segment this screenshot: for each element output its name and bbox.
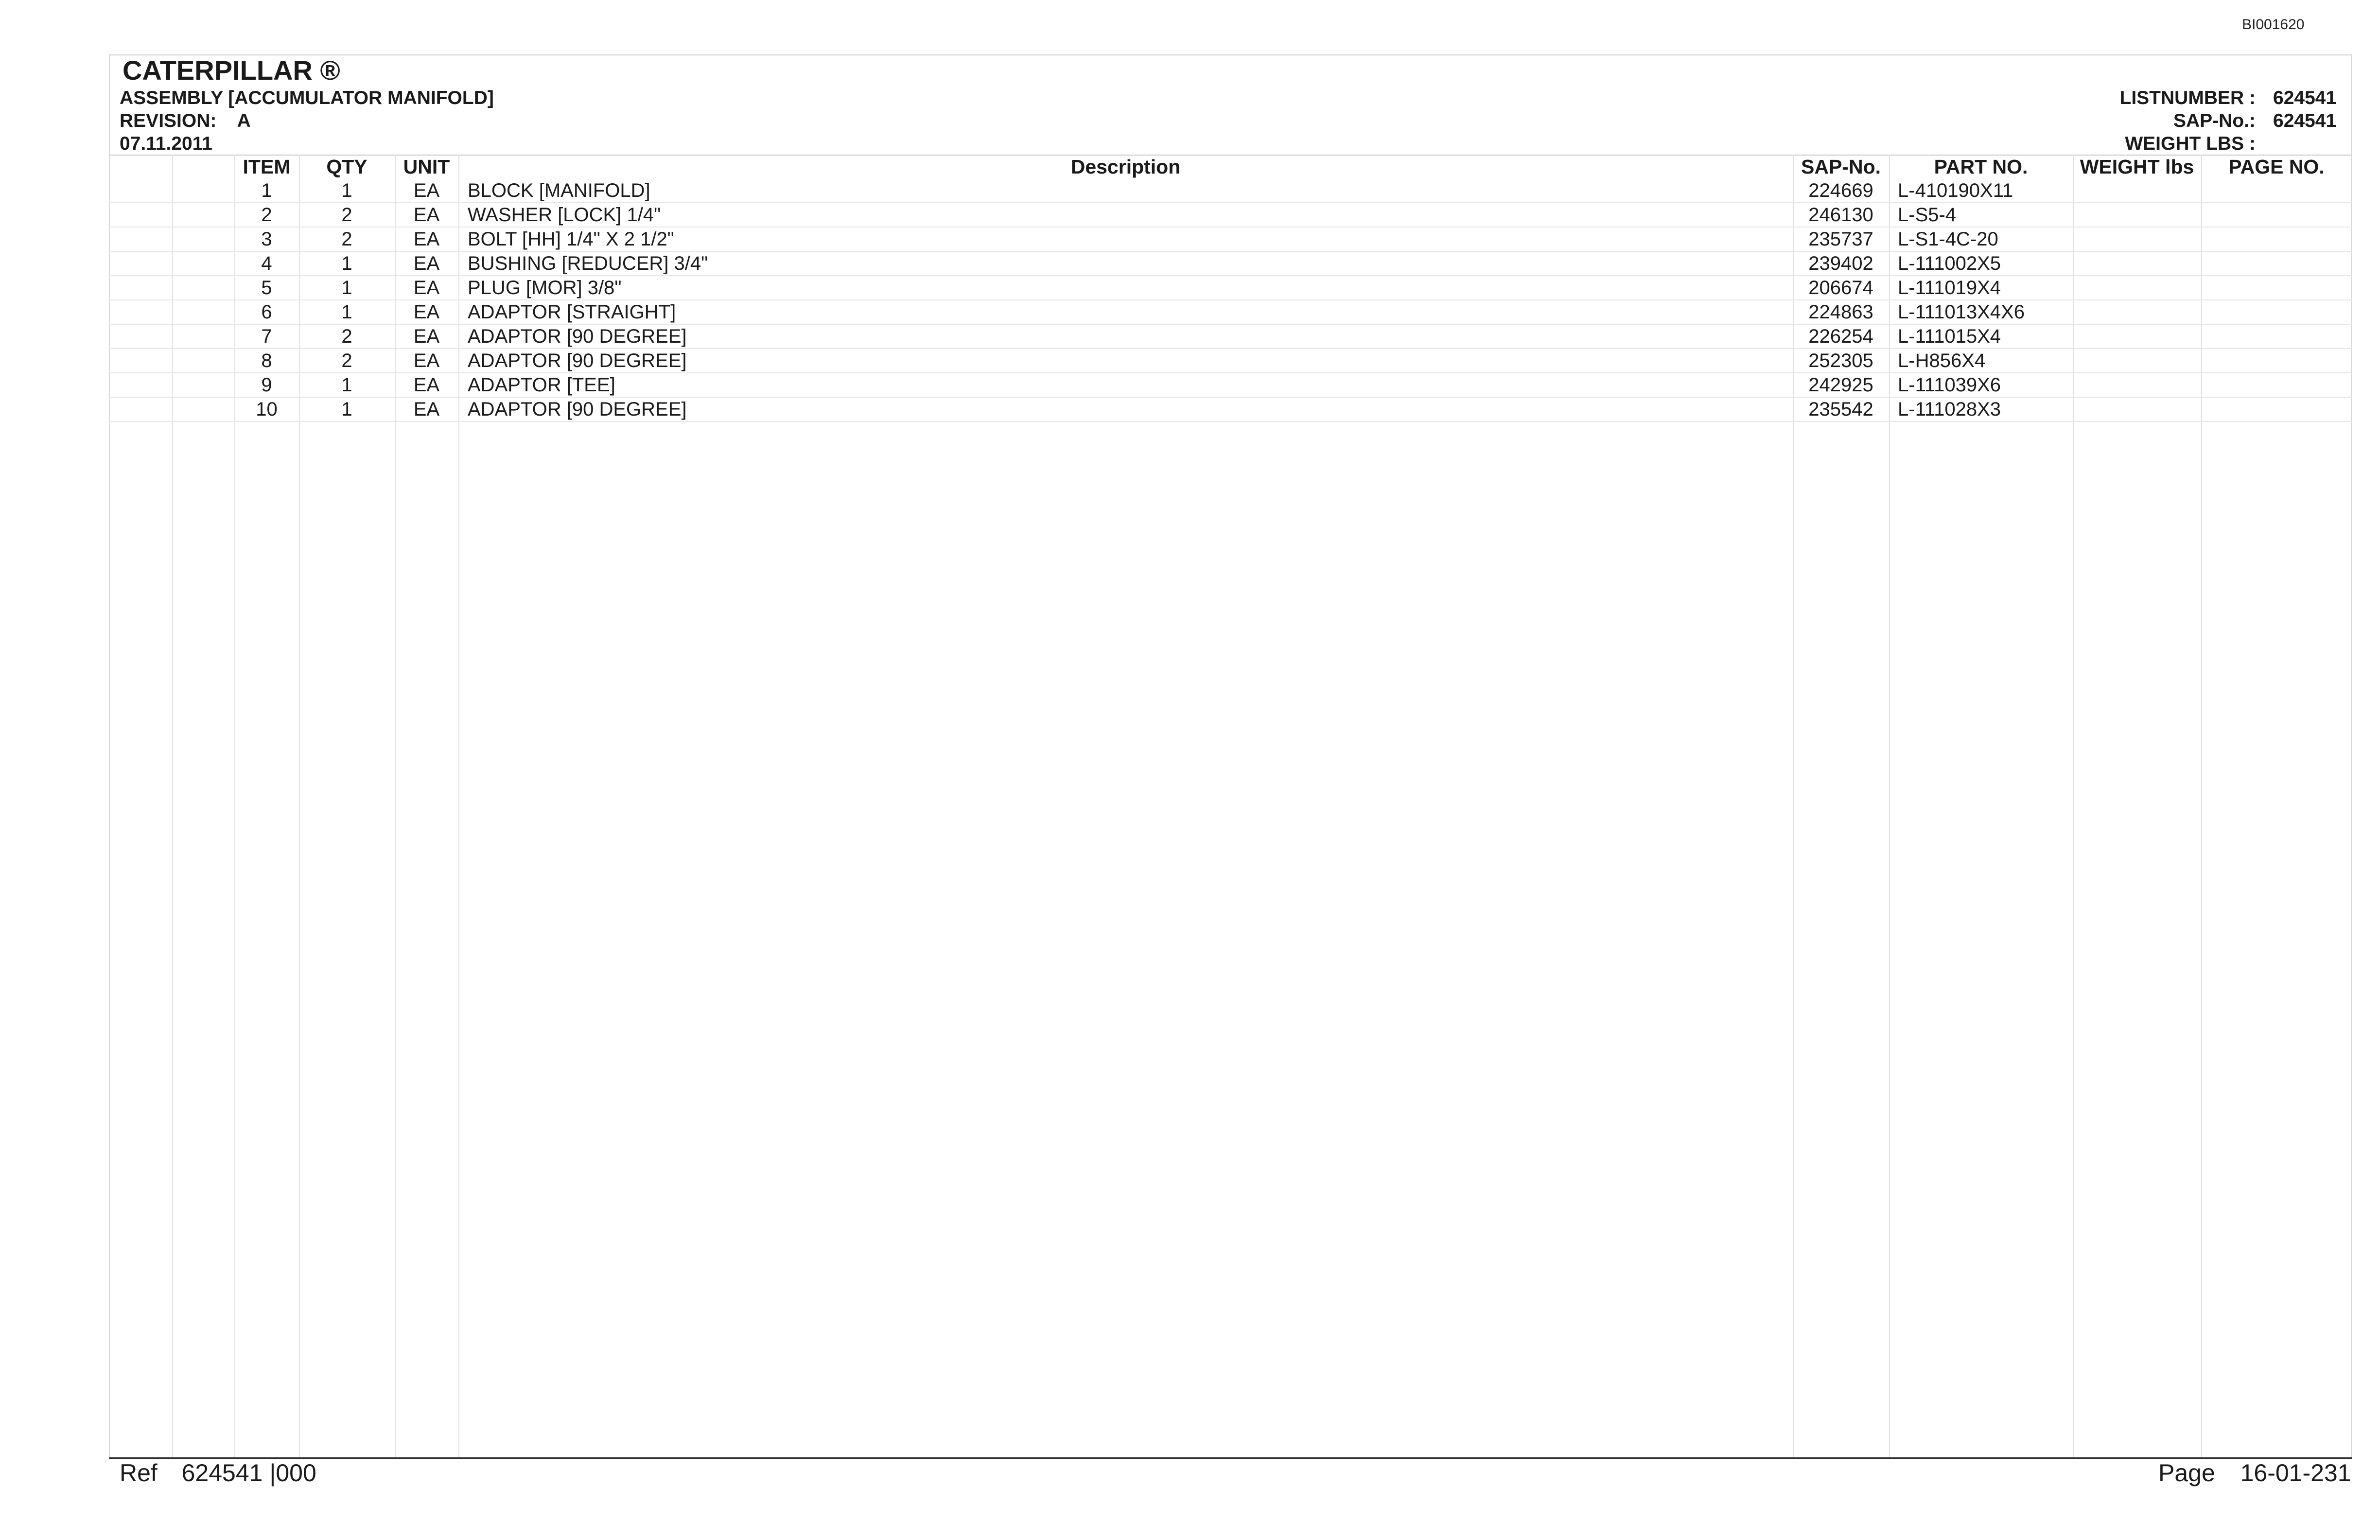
- cell-part: L-111039X6: [1898, 374, 2001, 396]
- cell-unit: EA: [413, 277, 440, 298]
- cell-page: [2201, 276, 2352, 299]
- cell-qty: 2: [341, 204, 352, 226]
- sapno-label: SAP-No.:: [2173, 110, 2256, 131]
- footer-ref: [120, 1458, 316, 1488]
- cell-description: ADAPTOR [TEE]: [468, 374, 615, 396]
- cell-qty: 1: [341, 374, 352, 396]
- cell-weight: [2073, 300, 2201, 324]
- column-header-item: ITEM: [243, 156, 291, 178]
- cell-part: L-410190X11: [1898, 180, 2013, 201]
- table-row: [109, 179, 2352, 203]
- column-header-qty: QTY: [326, 156, 368, 178]
- cell-qty: 2: [341, 350, 352, 371]
- cell-qty: 2: [341, 326, 352, 347]
- cell-page: [2201, 252, 2352, 275]
- cell-unit: EA: [413, 228, 440, 250]
- weight-label: WEIGHT LBS :: [2125, 133, 2256, 154]
- cell-page: [2201, 325, 2352, 348]
- column-header-part: PART NO.: [1934, 156, 2028, 178]
- cell-unit: EA: [413, 399, 440, 420]
- table-row: [109, 349, 2352, 373]
- ref-label: Ref: [120, 1459, 158, 1487]
- cell-item: 8: [261, 350, 272, 371]
- cell-qty: 1: [341, 301, 352, 323]
- column-header-page: PAGE NO.: [2228, 156, 2325, 178]
- cell-qty: 1: [341, 399, 352, 420]
- listnumber-value: 624541: [2273, 88, 2337, 108]
- cell-unit: EA: [413, 301, 440, 323]
- table-row: [109, 398, 2352, 422]
- cell-description: ADAPTOR [90 DEGREE]: [468, 350, 687, 371]
- cell-page: [2201, 228, 2352, 251]
- table-row: [109, 228, 2352, 252]
- cell-weight: [2073, 373, 2201, 397]
- revision-value: A: [237, 110, 251, 131]
- page-label: Page: [2158, 1459, 2215, 1487]
- assembly-title: ASSEMBLY [ACCUMULATOR MANIFOLD]: [120, 88, 494, 108]
- cell-page: [2201, 398, 2352, 421]
- cell-unit: EA: [413, 350, 440, 371]
- cell-part: L-111002X5: [1898, 253, 2001, 274]
- cell-item: 4: [261, 253, 272, 274]
- cell-page: [2201, 203, 2352, 227]
- cell-part: L-111028X3: [1898, 399, 2001, 420]
- cell-part: L-111015X4: [1898, 326, 2001, 347]
- footer-page: [2158, 1458, 2351, 1488]
- cell-sap: 252305: [1808, 350, 1873, 371]
- cell-weight: [2073, 203, 2201, 227]
- cell-weight: [2073, 252, 2201, 275]
- cell-unit: EA: [413, 374, 440, 396]
- cell-item: 5: [261, 277, 272, 298]
- column-header-description: Description: [1070, 156, 1181, 178]
- cell-unit: EA: [413, 326, 440, 347]
- cell-sap: 242925: [1808, 374, 1873, 396]
- cell-sap: 206674: [1808, 277, 1873, 298]
- cell-page: [2201, 179, 2352, 202]
- revision-line: [120, 110, 251, 132]
- ref-value: 624541 |000: [181, 1459, 316, 1487]
- table-row: [109, 276, 2352, 300]
- cell-weight: [2073, 276, 2201, 299]
- cell-part: L-111013X4X6: [1898, 301, 2025, 323]
- listnumber-label: LISTNUMBER :: [2119, 88, 2256, 108]
- page-value: 16-01-231: [2240, 1459, 2351, 1487]
- column-header-sap: SAP-No.: [1801, 156, 1881, 178]
- cell-description: ADAPTOR [90 DEGREE]: [468, 399, 687, 420]
- cell-description: BUSHING [REDUCER] 3/4": [468, 253, 708, 274]
- cell-unit: EA: [413, 204, 440, 226]
- cell-description: BOLT [HH] 1/4" X 2 1/2": [468, 228, 674, 250]
- cell-item: 3: [261, 228, 272, 250]
- cell-description: BLOCK [MANIFOLD]: [468, 180, 650, 201]
- cell-item: 9: [261, 374, 272, 396]
- cell-description: ADAPTOR [90 DEGREE]: [468, 326, 687, 347]
- cell-qty: 1: [341, 277, 352, 298]
- cell-unit: EA: [413, 253, 440, 274]
- cell-qty: 1: [341, 180, 352, 201]
- cell-weight: [2073, 398, 2201, 421]
- cell-sap: 235542: [1808, 399, 1873, 420]
- cell-part: L-H856X4: [1898, 350, 1986, 371]
- cell-item: 2: [261, 204, 272, 226]
- cell-weight: [2073, 179, 2201, 202]
- cell-description: WASHER [LOCK] 1/4": [468, 204, 661, 226]
- cell-sap: 224863: [1808, 301, 1873, 323]
- brand-title: CATERPILLAR ®: [122, 55, 340, 86]
- document-id: BI001620: [2242, 17, 2305, 33]
- table-row: [109, 203, 2352, 228]
- table-row: [109, 325, 2352, 349]
- table-row: [109, 373, 2352, 398]
- cell-unit: EA: [413, 180, 440, 201]
- cell-page: [2201, 300, 2352, 324]
- sapno-value: 624541: [2273, 110, 2337, 131]
- table-row: [109, 300, 2352, 325]
- table-row: [109, 252, 2352, 276]
- cell-part: L-S1-4C-20: [1898, 228, 1998, 250]
- cell-description: PLUG [MOR] 3/8": [468, 277, 622, 298]
- cell-qty: 1: [341, 253, 352, 274]
- cell-weight: [2073, 349, 2201, 372]
- cell-sap: 226254: [1808, 326, 1873, 347]
- cell-sap: 235737: [1808, 228, 1873, 250]
- cell-part: L-111019X4: [1898, 277, 2001, 298]
- date: 07.11.2011: [120, 133, 212, 154]
- cell-item: 1: [261, 180, 272, 201]
- cell-item: 6: [261, 301, 272, 323]
- footer-divider: [109, 1457, 2352, 1459]
- cell-part: L-S5-4: [1898, 204, 1957, 226]
- cell-page: [2201, 349, 2352, 372]
- cell-qty: 2: [341, 228, 352, 250]
- cell-sap: 224669: [1808, 180, 1873, 201]
- cell-weight: [2073, 325, 2201, 348]
- cell-item: 7: [261, 326, 272, 347]
- column-header-weight: WEIGHT lbs: [2080, 156, 2194, 178]
- cell-item: 10: [256, 399, 278, 420]
- column-header-unit: UNIT: [403, 156, 450, 178]
- cell-sap: 239402: [1808, 253, 1873, 274]
- cell-description: ADAPTOR [STRAIGHT]: [468, 301, 676, 323]
- cell-page: [2201, 373, 2352, 397]
- cell-weight: [2073, 228, 2201, 251]
- cell-sap: 246130: [1808, 204, 1873, 226]
- revision-label: REVISION:: [120, 110, 217, 131]
